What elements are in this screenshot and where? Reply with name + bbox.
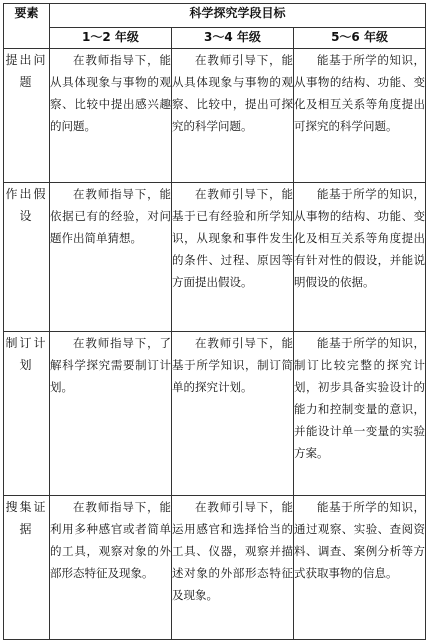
row-label-hypothesis: 作出假设 bbox=[4, 182, 50, 331]
table-row bbox=[4, 49, 426, 183]
table-cell: 在教师指导下，能从具体现象与事物的观察、比较中提出感兴趣的问题。 bbox=[50, 49, 172, 183]
table-cell: 能基于所学的知识，通过观察、实验、查阅资料、调查、案例分析等方式获取事物的信息。 bbox=[294, 496, 426, 640]
header-row-title bbox=[4, 4, 426, 28]
table-row bbox=[4, 182, 426, 331]
grade-header-3-4: 3～4 年级 bbox=[172, 27, 294, 49]
table-row bbox=[4, 496, 426, 640]
grade-header-1-2: 1～2 年级 bbox=[50, 27, 172, 49]
table-cell: 在教师引导下，能从具体现象与事物的观察、比较中，提出可探究的科学问题。 bbox=[172, 49, 294, 183]
table-title: 科学探究学段目标 bbox=[50, 4, 426, 28]
table-row bbox=[4, 331, 426, 495]
header-row-grades bbox=[4, 27, 426, 49]
table-cell: 在教师指导下，能依据已有的经验，对问题作出简单猜想。 bbox=[50, 182, 172, 331]
table-cell: 在教师引导下，能运用感官和选择恰当的工具、仪器，观察并描述对象的外部形态特征及现象。 bbox=[172, 496, 294, 640]
row-label-plan: 制订计划 bbox=[4, 331, 50, 495]
table-cell: 在教师引导下，能基于所学知识，制订简单的探究计划。 bbox=[172, 331, 294, 495]
table-cell: 在教师引导下，能基于已有经验和所学知识，从现象和事件发生的条件、过程、原因等方面提出假设。 bbox=[172, 182, 294, 331]
element-column-header: 要素 bbox=[4, 4, 50, 49]
science-inquiry-goals-table bbox=[3, 3, 426, 640]
table-cell: 能基于所学的知识，制订比较完整的探究计划，初步具备实验设计的能力和控制变量的意识，并能设计单一变量的实验方案。 bbox=[294, 331, 426, 495]
table-cell: 能基于所学的知识，从事物的结构、功能、变化及相互关系等角度提出可探究的科学问题。 bbox=[294, 49, 426, 183]
table-cell: 在教师指导下，能利用多种感官或者简单的工具，观察对象的外部形态特征及现象。 bbox=[50, 496, 172, 640]
table-cell: 在教师指导下，了解科学探究需要制订计划。 bbox=[50, 331, 172, 495]
table-cell: 能基于所学的知识，从事物的结构、功能、变化及相互关系等角度提出有针对性的假设，并能说明假设的依据。 bbox=[294, 182, 426, 331]
grade-header-5-6: 5～6 年级 bbox=[294, 27, 426, 49]
row-label-collect-evidence: 搜集证据 bbox=[4, 496, 50, 640]
row-label-pose-question: 提出问题 bbox=[4, 49, 50, 183]
